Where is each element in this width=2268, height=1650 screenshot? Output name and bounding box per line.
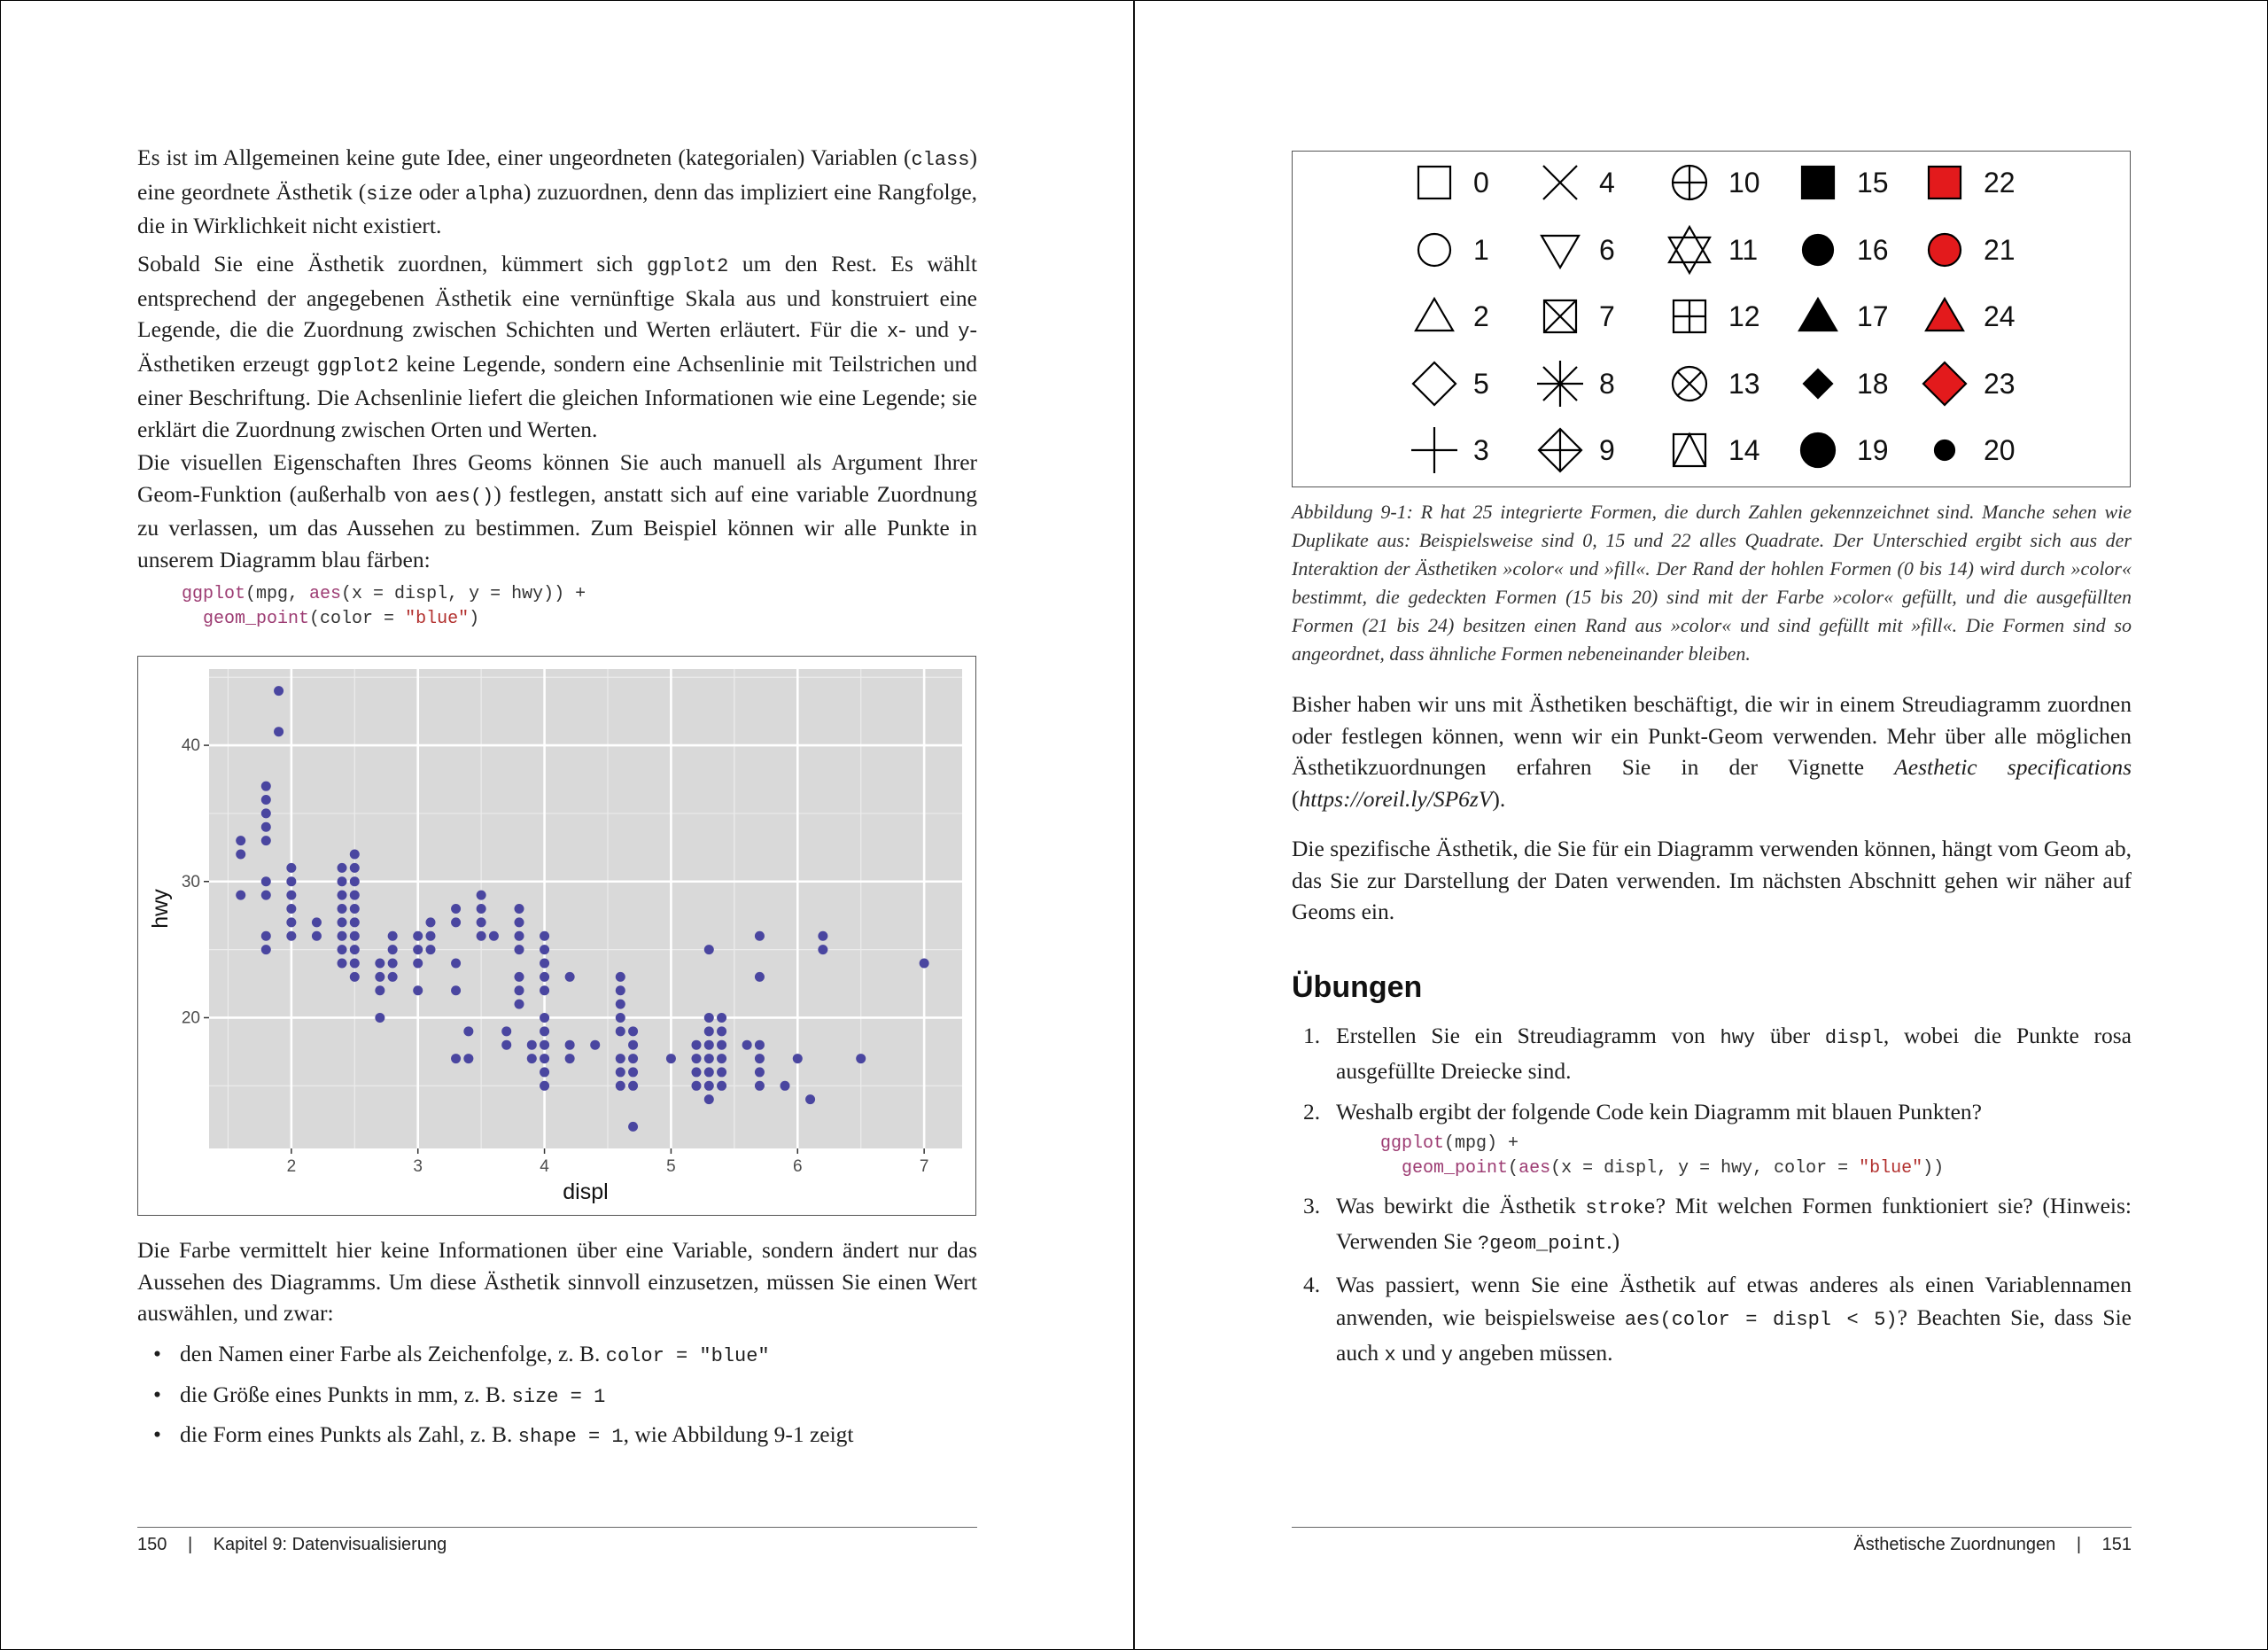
paragraph-6: Die spezifische Ästhetik, die Sie für ein Diagramm verwenden können, hängt vom Geom ab, das Sie zur Darstellung der Daten verwenden. Im nächsten Abschnitt gehen wir näher auf Geoms ein.	[1292, 836, 2132, 924]
data-point	[350, 904, 360, 914]
shape-16-icon	[1803, 235, 1833, 265]
exercise-item: 3. Was bewirkt die Ästhetik stroke? Mit welchen Formen funktioniert sie? (Hinweis: Verwenden Sie ?geom_point.)	[1303, 1193, 2132, 1255]
footer-separator: |	[187, 1535, 193, 1554]
data-point	[261, 891, 271, 900]
data-point	[350, 891, 360, 900]
data-point	[350, 850, 360, 860]
code-block: ggplot(mpg, aes(x = displ, y = hwy)) + geom_point(color = "blue")	[182, 584, 586, 629]
shape-number-label: 13	[1728, 368, 1760, 400]
shape-number-label: 0	[1473, 167, 1489, 198]
shape-17-icon	[1799, 299, 1837, 331]
data-point	[540, 985, 549, 995]
data-point	[515, 972, 524, 982]
scatter-figure	[137, 656, 976, 1216]
shape-number-label: 3	[1473, 434, 1489, 466]
y-axis-label: hwy	[148, 889, 173, 929]
data-point	[286, 891, 296, 900]
data-point	[338, 863, 347, 873]
shape-number-label: 2	[1473, 300, 1489, 332]
page-number: 151	[2101, 1535, 2132, 1554]
shape-number-label: 10	[1728, 167, 1760, 198]
shape-19-icon	[1801, 433, 1835, 467]
shape-6-icon	[1542, 236, 1579, 268]
data-point	[338, 904, 347, 914]
scatter-plot	[138, 657, 975, 1215]
data-point	[338, 958, 347, 968]
data-point	[463, 1026, 473, 1036]
data-point	[236, 850, 245, 860]
bullet-item: • die Größe eines Punkts in mm, z. B. size = 1	[137, 1379, 977, 1413]
data-point	[413, 945, 423, 954]
shape-number-label: 22	[1984, 167, 2016, 198]
shape-21-icon	[1929, 234, 1961, 266]
data-point	[818, 931, 827, 941]
data-point	[236, 891, 245, 900]
data-point	[261, 795, 271, 805]
shape-number-label: 18	[1857, 368, 1889, 400]
data-point	[818, 945, 827, 954]
data-point	[565, 1054, 575, 1063]
page-number: 150	[137, 1535, 167, 1554]
data-point	[616, 972, 625, 982]
data-point	[338, 917, 347, 927]
shape-number-label: 9	[1599, 434, 1615, 466]
bullet-list	[137, 1338, 977, 1459]
shape-2-icon	[1416, 299, 1453, 331]
data-point	[616, 1081, 625, 1091]
data-point	[477, 931, 486, 941]
data-point	[540, 958, 549, 968]
data-point	[540, 1040, 549, 1050]
data-point	[628, 1081, 638, 1091]
shape-number-label: 11	[1728, 234, 1759, 266]
data-point	[426, 945, 436, 954]
exercise-item: 1. Erstellen Sie ein Streudiagramm von hwy über displ, wobei die Punkte rosa ausgefüllte Dreiecke sind.	[1303, 1023, 2132, 1084]
data-point	[692, 1081, 702, 1091]
shape-number-label: 19	[1857, 434, 1889, 466]
x-tick-label: 2	[286, 1157, 297, 1176]
link[interactable]: https://oreil.ly/SP6zV	[1299, 785, 1493, 812]
data-point	[704, 1067, 714, 1077]
x-tick-label: 3	[413, 1157, 423, 1176]
exercise-item: 4. Was passiert, wenn Sie eine Ästhetik auf etwas anderes als einen Variablennamen anwenden, wie beispielsweise aes(color = displ < 5)? Beachten Sie, dass Sie auch x und y angeben müssen.	[1303, 1272, 2132, 1366]
data-point	[261, 808, 271, 818]
shape-1-icon	[1418, 234, 1450, 266]
data-point	[489, 931, 499, 941]
left-footer	[137, 1533, 447, 1556]
data-point	[590, 1040, 600, 1050]
data-point	[388, 958, 398, 968]
data-point	[463, 1054, 473, 1063]
data-point	[426, 917, 436, 927]
shape-3-icon	[1411, 427, 1457, 473]
data-point	[350, 972, 360, 982]
data-point	[717, 1040, 726, 1050]
data-point	[477, 891, 486, 900]
data-point	[350, 958, 360, 968]
data-point	[755, 931, 765, 941]
shape-number-label: 16	[1857, 234, 1889, 266]
shape-9-icon	[1539, 429, 1581, 471]
data-point	[388, 945, 398, 954]
data-point	[540, 972, 549, 982]
shape-0-icon	[1418, 167, 1450, 198]
data-point	[717, 1013, 726, 1023]
data-point	[666, 1054, 676, 1063]
data-point	[692, 1054, 702, 1063]
data-point	[515, 904, 524, 914]
shape-number-label: 15	[1857, 167, 1889, 198]
data-point	[628, 1067, 638, 1077]
data-point	[286, 863, 296, 873]
data-point	[704, 1026, 714, 1036]
shape-number-label: 8	[1599, 368, 1615, 400]
exercise-code: ggplot(mpg) + geom_point(aes(x = displ, y = hwy, color = "blue"))	[1380, 1133, 1945, 1179]
data-point	[451, 904, 461, 914]
paragraph-1: Es ist im Allgemeinen keine gute Idee, einer ungeordneten (kategorialen) Variablen (class) eine geordnete Ästhetik (size oder alpha) zuzuordnen, denn das impliziert eine Rangfolge, die in Wirklichkeit nicht existiert.	[137, 144, 978, 238]
data-point	[717, 1026, 726, 1036]
data-point	[515, 945, 524, 954]
shape-13-icon	[1673, 367, 1706, 401]
paragraph-2: Sobald Sie eine Ästhetik zuordnen, kümmert sich ggplot2 um den Rest. Es wählt entsprechend der angegebenen Ästhetik eine vernünftige Skala aus und konstruiert eine Legende, die die Zuordnung zwischen Schichten und Werten erläutert. Für die x- und y-Ästhetiken erzeugt ggplot2 keine Legende, sondern eine Achsenlinie mit Teilstrichen und einer Beschriftung. Die Achsenlinie liefert die gleichen Informationen wie eine Legende; sie erklärt die Zuordnung zwischen Orten und Werten.	[137, 251, 977, 442]
shape-number-label: 12	[1728, 300, 1760, 332]
data-point	[540, 1013, 549, 1023]
section-title: Ästhetische Zuordnungen	[1853, 1535, 2056, 1554]
chapter-title: Kapitel 9: Datenvisualisierung	[213, 1535, 447, 1554]
data-point	[755, 1040, 765, 1050]
bullet-item: • die Form eines Punkts als Zahl, z. B. shape = 1, wie Abbildung 9-1 zeigt	[137, 1419, 977, 1453]
section-heading: Übungen	[1292, 970, 1423, 1004]
shape-10-icon	[1673, 166, 1706, 199]
footer-separator: |	[2076, 1535, 2082, 1554]
x-tick-label: 7	[919, 1157, 929, 1176]
shape-18-icon	[1804, 370, 1832, 398]
data-point	[515, 917, 524, 927]
data-point	[388, 972, 398, 982]
right-page	[1292, 0, 2132, 1650]
data-point	[451, 1054, 461, 1063]
bullet-item: • den Namen einer Farbe als Zeichenfolge, z. B. color = "blue"	[137, 1338, 977, 1373]
data-point	[742, 1040, 752, 1050]
data-point	[286, 904, 296, 914]
paragraph-5: Bisher haben wir uns mit Ästhetiken beschäftigt, die wir in einem Streudiagramm zuordnen oder festlegen können, wenn wir ein Punkt-Geom verwenden. Mehr über alle möglichen Ästhetikzuordnungen erfahren Sie in der Vignette Aesthetic specifications (https://oreil.ly/SP6zV).	[1292, 691, 2132, 812]
shape-number-label: 23	[1984, 368, 2016, 400]
data-point	[413, 985, 423, 995]
data-point	[338, 876, 347, 886]
data-point	[755, 1081, 765, 1091]
data-point	[375, 1013, 384, 1023]
shape-4-icon	[1543, 166, 1577, 199]
x-axis-label: displ	[563, 1179, 609, 1204]
data-point	[540, 931, 549, 941]
data-point	[856, 1054, 866, 1063]
shapes-chart	[1293, 152, 2130, 486]
data-point	[515, 985, 524, 995]
figure-caption: Abbildung 9-1: R hat 25 integrierte Formen, die durch Zahlen gekennzeichnet sind. Manche sehen wie Duplikate aus: Beispielsweise sind 0, 15 und 22 alles Quadrate. Der Unterschied ergibt sich aus der Interaktion der Ästhetiken »color« und »fill«. Der Rand der hohlen Formen (0 bis 14) wird durch »color« bestimmt, die gedeckten Formen (15 bis 20) sind mit der Farbe »color« gefüllt, und die ausgefüllten Formen (21 bis 24) besitzen einen Rand aus »color« und sind gefüllt mit »fill«. Die Formen sind so angeordnet, dass ähnliche Formen nebeneinander bleiben.	[1292, 501, 2132, 665]
data-point	[527, 1054, 537, 1063]
paragraph-4: Die Farbe vermittelt hier keine Informationen über eine Variable, sondern ändert nur das Aussehen des Diagramms. Um diese Ästhetik sinnvoll einzusetzen, müssen Sie einen Wert auswählen, und zwar:	[137, 1237, 977, 1326]
data-point	[413, 931, 423, 941]
exercise-list	[1292, 1019, 2132, 1380]
data-point	[261, 945, 271, 954]
data-point	[717, 1081, 726, 1091]
shape-number-label: 5	[1473, 368, 1489, 400]
data-point	[375, 972, 384, 982]
shape-number-label: 24	[1984, 300, 2016, 332]
shape-15-icon	[1802, 167, 1834, 198]
shape-7-icon	[1544, 300, 1576, 332]
data-point	[704, 1094, 714, 1104]
data-point	[338, 931, 347, 941]
data-point	[274, 686, 284, 696]
data-point	[261, 836, 271, 845]
shape-number-label: 21	[1984, 234, 2016, 266]
data-point	[312, 931, 322, 941]
data-point	[628, 1026, 638, 1036]
data-point	[540, 1081, 549, 1091]
data-point	[527, 1040, 537, 1050]
data-point	[565, 1040, 575, 1050]
data-point	[717, 1054, 726, 1063]
shapes-figure	[1292, 151, 2131, 487]
data-point	[717, 1067, 726, 1077]
right-footer	[1853, 1533, 2132, 1556]
data-point	[616, 1013, 625, 1023]
y-tick-label: 30	[181, 872, 200, 891]
data-point	[413, 958, 423, 968]
data-point	[540, 1054, 549, 1063]
data-point	[704, 945, 714, 954]
data-point	[375, 985, 384, 995]
data-point	[704, 1013, 714, 1023]
left-page	[137, 0, 977, 1650]
data-point	[616, 985, 625, 995]
data-point	[236, 836, 245, 845]
data-point	[286, 876, 296, 886]
data-point	[540, 945, 549, 954]
shape-number-label: 4	[1599, 167, 1615, 198]
data-point	[286, 931, 296, 941]
paragraph-3: Die visuellen Eigenschaften Ihres Geoms können Sie auch manuell als Argument Ihrer Geom-Funktion (außerhalb von aes()) festlegen, anstatt sich auf eine variable Zuordnung zu verlassen, um das Aussehen zu bestimmen. Zum Beispiel können wir alle Punkte in unserem Diagramm blau färben:	[137, 449, 977, 572]
data-point	[261, 822, 271, 832]
shape-20-icon	[1935, 440, 1954, 460]
data-point	[805, 1094, 815, 1104]
data-point	[704, 1040, 714, 1050]
shape-23-icon	[1923, 362, 1966, 405]
data-point	[616, 1054, 625, 1063]
data-point	[338, 891, 347, 900]
data-point	[704, 1054, 714, 1063]
data-point	[515, 1000, 524, 1009]
shape-12-icon	[1674, 300, 1705, 332]
x-tick-label: 6	[792, 1157, 803, 1176]
data-point	[350, 917, 360, 927]
data-point	[350, 945, 360, 954]
data-point	[755, 1054, 765, 1063]
data-point	[540, 1026, 549, 1036]
footer-rule	[137, 1527, 977, 1528]
data-point	[628, 1040, 638, 1050]
x-tick-label: 4	[540, 1157, 549, 1176]
data-point	[781, 1081, 790, 1091]
data-point	[755, 1067, 765, 1077]
shape-number-label: 20	[1984, 434, 2016, 466]
shape-number-label: 1	[1473, 234, 1489, 266]
plot-panel	[209, 669, 962, 1148]
data-point	[350, 876, 360, 886]
data-point	[501, 1026, 511, 1036]
shape-11-icon	[1669, 227, 1710, 273]
shape-number-label: 17	[1857, 300, 1889, 332]
data-point	[274, 727, 284, 736]
shape-24-icon	[1926, 299, 1963, 331]
data-point	[451, 985, 461, 995]
data-point	[451, 917, 461, 927]
data-point	[286, 917, 296, 927]
data-point	[501, 1040, 511, 1050]
code-alpha: alpha	[464, 183, 524, 206]
exercise-item: 2. Weshalb ergibt der folgende Code kein Diagramm mit blauen Punkten? ggplot(mpg) + geom_point(aes(x = displ, y = hwy, color = "blue"))	[1292, 1095, 2132, 1181]
data-point	[704, 1081, 714, 1091]
data-point	[312, 917, 322, 927]
book-spine	[1133, 0, 1135, 1650]
y-tick-label: 40	[181, 736, 200, 756]
data-point	[261, 782, 271, 791]
data-point	[755, 972, 765, 982]
data-point	[793, 1054, 803, 1063]
x-tick-label: 5	[666, 1157, 676, 1176]
data-point	[616, 1026, 625, 1036]
data-point	[426, 931, 436, 941]
data-point	[375, 958, 384, 968]
code-class: class	[911, 149, 970, 171]
data-point	[616, 1067, 625, 1077]
data-point	[338, 945, 347, 954]
shape-22-icon	[1929, 167, 1961, 198]
data-point	[350, 931, 360, 941]
data-point	[261, 931, 271, 941]
data-point	[565, 972, 575, 982]
data-point	[692, 1040, 702, 1050]
shape-8-icon	[1537, 361, 1583, 407]
shape-5-icon	[1413, 362, 1456, 405]
data-point	[515, 931, 524, 941]
code-size: size	[366, 183, 414, 206]
data-point	[350, 863, 360, 873]
data-point	[451, 958, 461, 968]
shape-14-icon	[1674, 434, 1705, 466]
shape-number-label: 7	[1599, 300, 1615, 332]
data-point	[692, 1067, 702, 1077]
data-point	[920, 958, 929, 968]
data-point	[616, 1000, 625, 1009]
footer-rule	[1292, 1527, 2132, 1528]
data-point	[628, 1122, 638, 1132]
data-point	[540, 1067, 549, 1077]
data-point	[261, 876, 271, 886]
y-tick-label: 20	[181, 1008, 200, 1028]
data-point	[477, 904, 486, 914]
data-point	[477, 917, 486, 927]
data-point	[628, 1054, 638, 1063]
shape-number-label: 14	[1728, 434, 1760, 466]
shape-number-label: 6	[1599, 234, 1615, 266]
data-point	[388, 931, 398, 941]
